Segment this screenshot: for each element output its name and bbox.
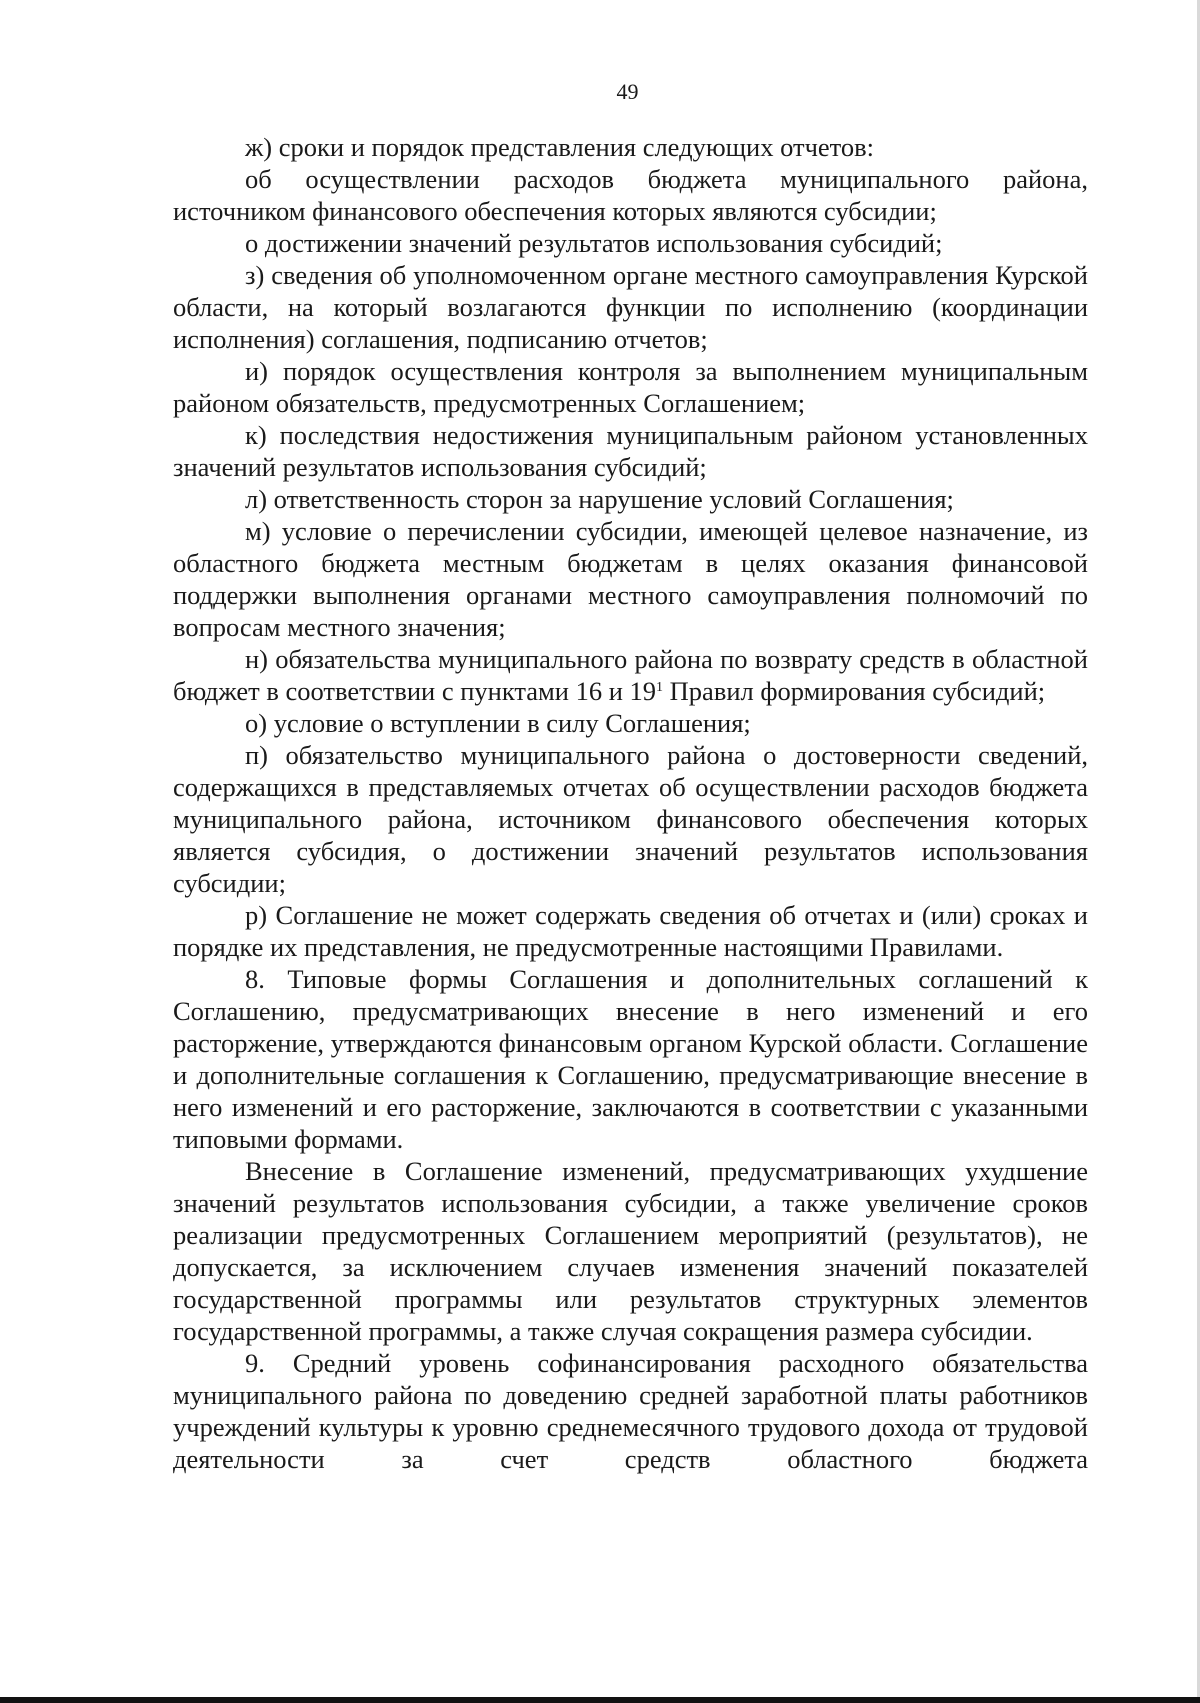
paragraph-n-text-end: Правил формирования субсидий; [663,676,1046,706]
paragraph-report-expenses: об осуществлении расходов бюджета муниципального района, источником финансового обеспечения которых являются субсидии; [173,164,1088,226]
paragraph-k: к) последствия недостижения муниципальным районом установленных значений результатов использования субсидий; [173,420,1088,482]
paragraph-l: л) ответственность сторон за нарушение условий Соглашения; [245,484,954,514]
paragraph-8: 8. Типовые формы Соглашения и дополнительных соглашений к Соглашению, предусматривающих внесение в него изменений и его расторжение, утверждаются финансовым органом Курской области. Соглашение и дополнительные соглашения к Соглашению, предусматривающие внесение в него изменений и его расторжение, заключаются в соответствии с указанными типовыми формами. [173,964,1088,1154]
paragraph-i: и) порядок осуществления контроля за выполнением муниципальным районом обязательств, предусмотренных Соглашением; [173,356,1088,418]
paragraph-n-text: н) обязательства муниципального района по возврату средств в областной бюджет в соответствии с пунктами 16 и 19 [173,644,1088,706]
paragraph-n [173,643,1088,707]
paragraph-m: м) условие о перечислении субсидии, имеющей целевое назначение, из областного бюджета местным бюджетам в целях оказания финансовой поддержки выполнения органами местного самоуправления полномочий по вопросам местного значения; [173,516,1088,642]
superscript-one: 1 [656,680,664,695]
paragraph-zh: ж) сроки и порядок представления следующих отчетов: [245,132,875,162]
paragraph-z: з) сведения об уполномоченном органе местного самоуправления Курской области, на который возлагаются функции по исполнению (координации исполнения) соглашения, подписанию отчетов; [173,260,1088,354]
scan-bottom-edge [0,1697,1200,1703]
paragraph-o: о) условие о вступлении в силу Соглашения; [245,708,751,738]
paragraph-9: 9. Средний уровень софинансирования расходного обязательства муниципального района по доведению средней заработной платы работников учреждений культуры к уровню среднемесячного трудового дохода от трудовой деятельности за счет средств областного бюджета [173,1348,1088,1474]
document-body [173,131,1088,1475]
paragraph-amendments: Внесение в Соглашение изменений, предусматривающих ухудшение значений результатов использования субсидии, а также увеличение сроков реализации предусмотренных Соглашением мероприятий (результатов), не допускается, за исключением случаев изменения значений показателей государственной программы или результатов структурных элементов государственной программы, а также случая сокращения размера субсидии. [173,1156,1088,1346]
paragraph-p: п) обязательство муниципального района о достоверности сведений, содержащихся в представляемых отчетах об осуществлении расходов бюджета муниципального района, источником финансового обеспечения которых является субсидия, о достижении значений результатов использования субсидии; [173,740,1088,898]
page-number: 49 [616,79,639,104]
paragraph-r: р) Соглашение не может содержать сведения об отчетах и (или) сроках и порядке их представления, не предусмотренные настоящими Правилами. [173,900,1088,962]
paragraph-report-results: о достижении значений результатов использования субсидий; [245,228,943,258]
